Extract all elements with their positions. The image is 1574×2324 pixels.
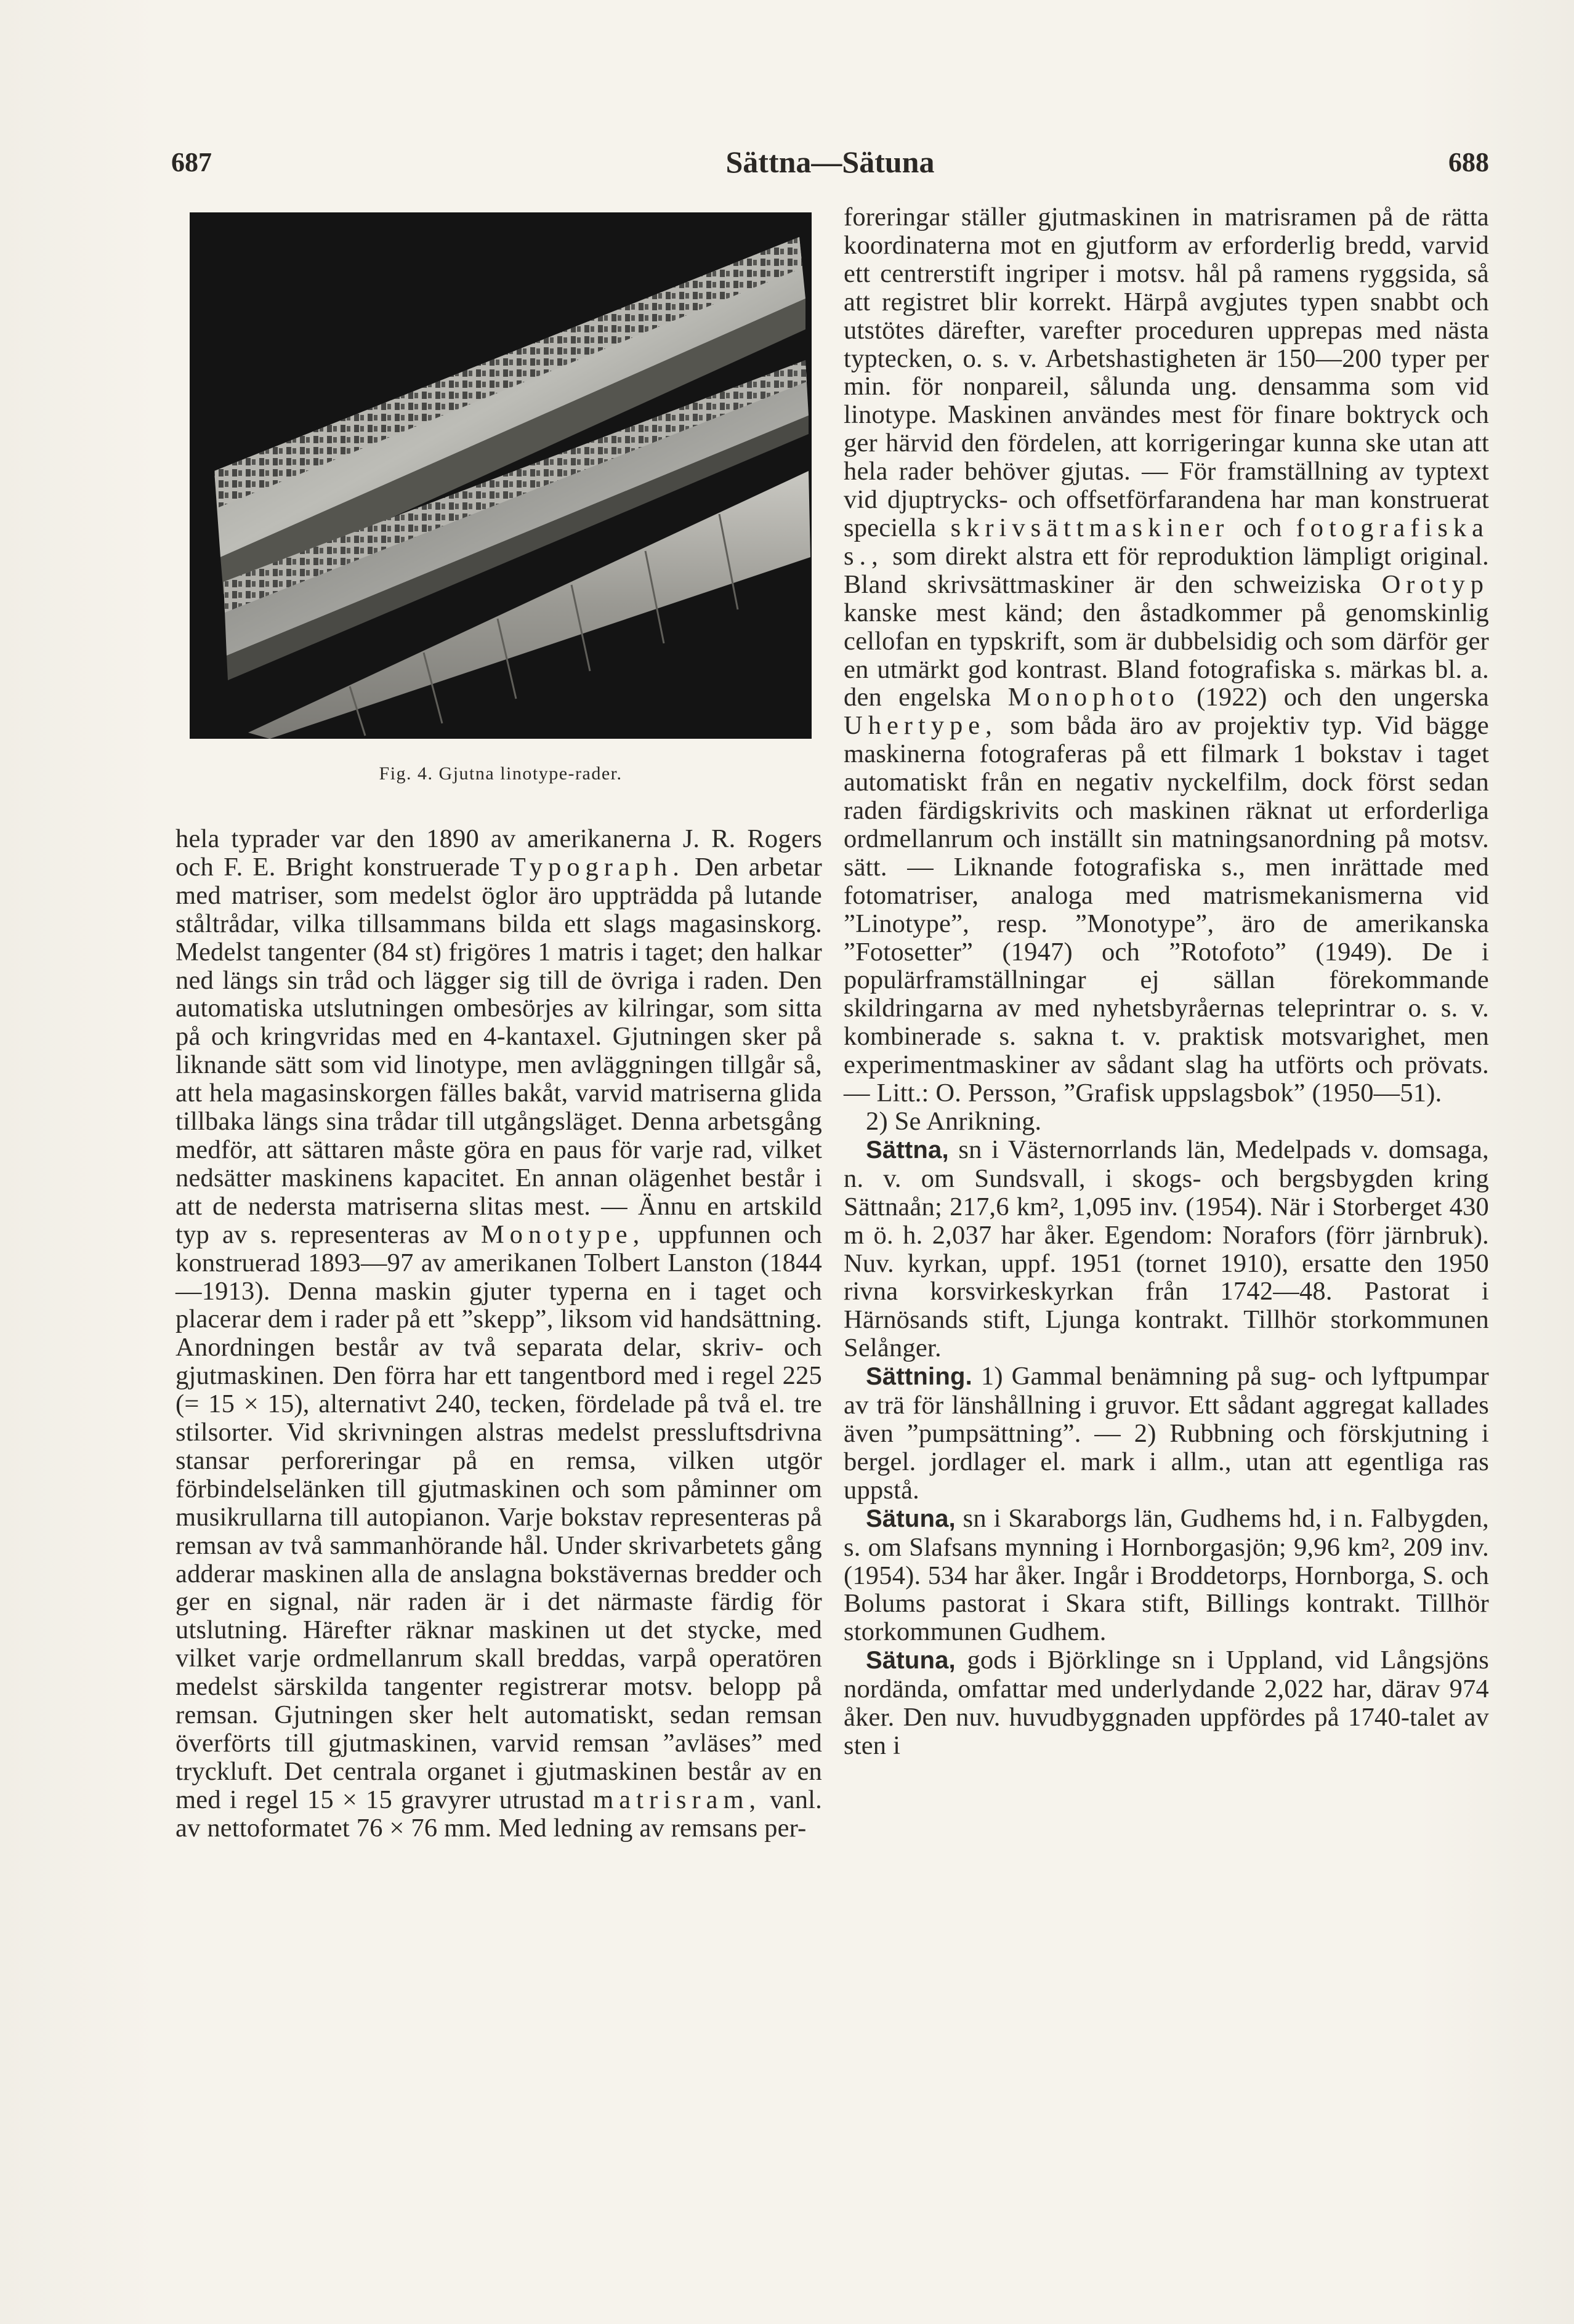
entry-satuna-sn	[844, 1505, 1489, 1647]
entry-text: 1) Gammal benämning på sug- och lyftpumpar av trä för länshållning i gruvor. Ett sådant aggregat kallades även ”pumpsättning”. — 2) Rubbning och förskjutning i bergel. jordlager el. mark i allm., utan att egentliga ras uppstå.	[844, 1362, 1489, 1505]
entry-sattna	[844, 1136, 1489, 1362]
paragraph	[844, 203, 1489, 1108]
spaced-term: Monophoto	[1007, 683, 1180, 712]
entry-headword: Sätuna,	[866, 1647, 956, 1675]
text-run: och	[1229, 513, 1296, 542]
spaced-term: matrisram,	[593, 1785, 762, 1814]
figure-linotype-slugs	[190, 212, 812, 739]
entry-sattning	[844, 1362, 1489, 1505]
text-run: uppfunnen och konstruerad 1893—97 av amerikanen Tolbert Lanston (1844—1913). Denna maskin gjuter typerna en i taget och placerar dem i rader på ett ”skepp”, liksom vid handsättning. Anordningen består av två separata delar, skriv- och gjutmaskinen. Den förra har ett tangentbord med i regel 225 (= 15 × 15), alternativt 240, tecken, fördelade på två el. tre stilsorter. Vid skrivningen alstras medelst pressluftsdrivna stansar perforeringar på en remsa, vilken utgör förbindelselänken till gjutmaskinen och som påminner om musikrullarna till autopianon. Varje bokstav representeras på remsan av två sammanhörande hål. Under skrivarbetets gång adderar maskinen alla de anslagna bokstävernas bredder och ger en signal, när raden är i det närmaste färdig för utslutning. Härefter räknar maskinen ut det stycke, med vilket varje ordmellanrum skall breddas, varpå operatören medelst särskilda tangenter registrerar motsv. belopp på remsan. Gjutningen sker helt automatiskt, sedan remsan överförts till gjutmaskinen, varvid remsan ”avläses” med tryckluft. Det centrala organet i gjutmaskinen består av en med i regel 15 × 15 gravyrer utrustad	[176, 1220, 822, 1814]
spaced-term: Typograph.	[509, 852, 685, 882]
paragraph: 2) Se Anrikning.	[866, 1107, 1042, 1136]
entry-headword: Sättning.	[866, 1363, 972, 1391]
page-number-left: 687	[171, 147, 212, 177]
entry-satuna-gods	[844, 1646, 1489, 1760]
paragraph	[176, 825, 822, 1843]
text-run: Den arbetar med matriser, som medelst öglor äro uppträdda på lutande ståltrådar, vilka tillsammans bilda ett slags magasinskorg. Medelst tangenter (84 st) frigöres 1 matris i taget; den halkar ned längs sin tråd och lägger sig till de övriga i raden. Den automatiska utslutningen ombesörjes av kilringar, som sitta på och kringvridas med en 4-kantaxel. Gjutningen sker på liknande sätt som vid linotype, men avläggningen tillgår så, att hela magasinskorgen fälles bakåt, varvid matriserna glida tillbaka längs sina trådar till utgångsläget. Denna arbetsgång medför, att sättaren måste göra en paus för varje rad, vilket nedsätter maskinens kapacitet. En annan olägenhet består i att de nedersta matriserna slitas mest. — Ännu en artskild typ av s. representeras av	[176, 852, 822, 1249]
entry-text: sn i Skaraborgs län, Gudhems hd, i n. Falbygden, s. om Slafsans mynning i Hornborgasjön; 9,96 km², 209 inv. (1954). 534 har åker. Ingår i Broddetorps, Hornborga, S. och Bolums pastorat i Skara stift, Billings kontrakt. Tillhör storkommunen Gudhem.	[844, 1503, 1489, 1647]
page-header	[171, 147, 1489, 190]
text-run: vanl. av nettoformatet 76 × 76 mm. Med ledning av remsans per-	[176, 1785, 823, 1843]
spaced-term: Orotyp	[1381, 569, 1489, 599]
spaced-term: Monotype,	[480, 1220, 645, 1249]
spaced-term: skrivsättmaskiner	[950, 513, 1230, 542]
entry-headword: Sättna,	[866, 1136, 949, 1164]
figure-caption: Fig. 4. Gjutna linotype-rader.	[379, 763, 623, 784]
spaced-term: fotografiska s.,	[844, 513, 1489, 571]
text-run: foreringar ställer gjutmaskinen in matrisramen på de rätta koordinaterna mot en gjutform av erforderlig bredd, varvid ett centrerstift ingriper i motsv. hål på ramens ryggsida, så att registret blir korrekt. Härpå avgjutes typen snabbt och utstötes därefter, varefter proceduren upprepas med nästa typtecken, o. s. v. Arbetshastigheten är 150—200 typer per min. för nonpareil, sålunda ung. densamma som vid linotype. Maskinen användes mest för finare boktryck och ger härvid den fördelen, att korrigeringar kunna ske utan att hela rader behöver gjutas. — För framställning av typtext vid djuptrycks- och offsetförfarandena har man konstruerat speciella	[844, 203, 1489, 542]
spaced-term: Uhertype,	[844, 711, 998, 741]
right-column	[844, 203, 1489, 1760]
entry-text: gods i Björklinge sn i Uppland, vid Långsjöns nordända, omfattar med underlydande 2,022 har, därav 974 åker. Den nuv. huvudbyggnaden uppfördes på 1740-talet av sten i	[844, 1646, 1489, 1760]
left-column	[176, 825, 822, 1843]
linotype-slugs-photo	[190, 212, 812, 739]
running-head: Sättna—Sätuna	[725, 145, 935, 179]
text-run: hela typrader var den 1890 av amerikanerna J. R. Rogers och F. E. Bright konstruerade	[176, 824, 822, 882]
text-run: som båda äro av projektiv typ. Vid bägge maskinerna fotograferas på ett filmark 1 bokstav i taget automatiskt från en negativ nyckelfilm, dock först sedan raden färdigskrivits och maskinen räknat ut erforderliga ordmellanrum och inställt sin matningsanordning på motsv. sätt. — Liknande fotografiska s., men inrättade med fotomatriser, analoga med matrismekanismerna vid ”Linotype”, resp. ”Monotype”, äro de amerikanska ”Fotosetter” (1947) och ”Rotofoto” (1949). De i populärframställningar ej sällan förekommande skildringarna av med nyhetsbyråernas teleprintrar o. s. v. kombinerade s. sakna t. v. praktisk motsvarighet, men experimentmaskiner av sådant slag ha utförts och prövats. — Litt.: O. Persson, ”Grafisk uppslagsbok” (1950—51).	[844, 711, 1489, 1108]
page-number-right: 688	[1448, 147, 1489, 177]
text-run: kanske mest känd; den åstadkommer på genomskinlig cellofan en typskrift, som är dubbelsidig och som därför ger en utmärkt god kontrast. Bland fotografiska s. märkas bl. a. den engelska	[844, 598, 1489, 712]
entry-headword: Sätuna,	[866, 1505, 956, 1532]
text-run: (1922) och den ungerska	[1179, 683, 1489, 712]
entry-text: sn i Västernorrlands län, Medelpads v. domsaga, n. v. om Sundsvall, i skogs- och bergsbygden kring Sättnaån; 217,6 km², 1,095 inv. (1954). När i Storberget 430 m ö. h. 2,037 har åker. Egendom: Norafors (förr järnbruk). Nuv. kyrkan, uppf. 1951 (tornet 1910), ersatte den 1950 rivna korsvirkeskyrkan från 1742—48. Pastorat i Härnösands stift, Ljunga kontrakt. Tillhör storkommunen Selånger.	[844, 1135, 1489, 1363]
text-run: som direkt alstra ett för reproduktion lämpligt original. Bland skrivsättmaskiner är den schweiziska	[844, 541, 1489, 599]
